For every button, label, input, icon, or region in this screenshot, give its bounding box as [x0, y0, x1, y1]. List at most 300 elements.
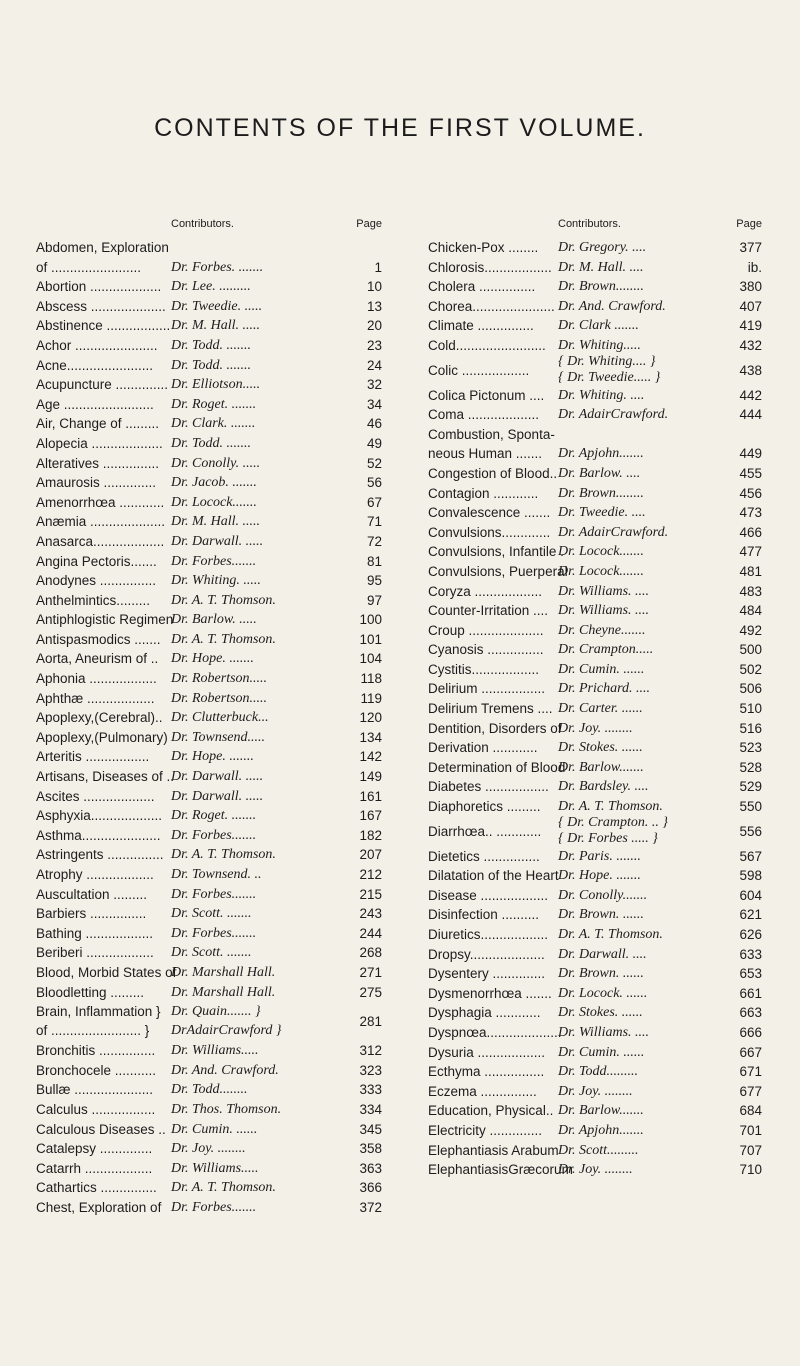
- entry-term: Blood, Morbid States of: [36, 964, 177, 980]
- entry-term: neous Human .......: [428, 446, 543, 462]
- entry-contributor: Dr. Hope. .......: [171, 651, 254, 667]
- entry-row: [36, 375, 384, 395]
- entry-term: Brain, Inflammation }: [36, 1004, 161, 1020]
- entry-term: Beriberi ..................: [36, 945, 154, 961]
- entry-contributor: Dr. Whiting. .....: [171, 573, 261, 589]
- entry-page: 483: [739, 583, 762, 599]
- entry-row: [428, 1101, 764, 1121]
- column-header: [428, 218, 764, 238]
- entry-contributor: Dr. Brown. ......: [558, 907, 644, 923]
- entry-contributor: Dr. Forbes.......: [171, 886, 257, 902]
- entry-page: 24: [366, 357, 382, 373]
- page-heading: Page: [736, 218, 762, 230]
- entry-row: [428, 984, 764, 1004]
- entry-row: [428, 405, 764, 425]
- entry-row: [428, 699, 764, 719]
- entry-term: Anthelmintics.........: [36, 592, 151, 608]
- entry-term: Convulsions.............: [428, 524, 551, 540]
- entry-contributor: Dr. AdairCrawford.: [558, 524, 669, 540]
- entry-row: [428, 758, 764, 778]
- entry-term: Disinfection ..........: [428, 907, 540, 923]
- entry-row: [36, 356, 384, 376]
- entry-term: Catarrh ..................: [36, 1160, 153, 1176]
- entry-contributor: Dr. Cumin. ......: [558, 661, 645, 677]
- entry-page: 442: [739, 387, 762, 403]
- entry-page: ib.: [747, 259, 762, 275]
- entry-page: 484: [739, 603, 762, 619]
- entry-contributor: Dr. Williams.....: [171, 1043, 259, 1059]
- entry-term: Antiphlogistic Regimen: [36, 612, 174, 628]
- entry-row: [36, 493, 384, 513]
- entry-page: 567: [739, 848, 762, 864]
- entry-row: [36, 728, 384, 748]
- entry-contributor: Dr. Forbes.......: [171, 553, 257, 569]
- entry-term: Elephantiasis Arabum: [428, 1142, 559, 1158]
- entry-term: Education, Physical..: [428, 1103, 554, 1119]
- entry-contributor: Dr. Townsend.....: [171, 729, 266, 745]
- entry-page: 95: [366, 573, 382, 589]
- entry-contributor: Dr. Todd. .......: [171, 357, 252, 373]
- entry-row: [428, 425, 764, 445]
- entry-row: [428, 814, 764, 847]
- entry-contributor: { Dr. Whiting.... }: [558, 353, 656, 369]
- entry-page: 167: [359, 808, 382, 824]
- entry-row: [36, 885, 384, 905]
- contents-column-left: [36, 218, 384, 1218]
- entry-contributor: Dr. Todd. .......: [171, 435, 252, 451]
- entry-contributor: Dr. Cumin. ......: [171, 1121, 258, 1137]
- entry-contributor: Dr. Hope. .......: [558, 868, 641, 884]
- entry-term: Convulsions, Infantile .: [428, 544, 564, 560]
- entry-contributor: Dr. Darwall. .....: [171, 788, 264, 804]
- entry-page: 684: [739, 1103, 762, 1119]
- entry-contributor: Dr. Todd.........: [558, 1064, 639, 1080]
- entry-contributor: { Dr. Tweedie..... }: [558, 369, 661, 385]
- entry-term: Abstinence .................: [36, 318, 171, 334]
- entry-page: 661: [739, 985, 762, 1001]
- entry-page: 34: [366, 396, 382, 412]
- entry-row: [428, 945, 764, 965]
- entry-page: 653: [739, 966, 762, 982]
- entry-contributor: Dr. Williams. ....: [558, 1024, 650, 1040]
- entry-row: [36, 610, 384, 630]
- entry-contributor: Dr. Locock. ......: [558, 985, 648, 1001]
- entry-contributor: Dr. Locock.......: [558, 563, 644, 579]
- entry-page: 604: [739, 887, 762, 903]
- entry-page: 142: [359, 749, 382, 765]
- entry-row: [428, 1121, 764, 1141]
- entry-page: 372: [359, 1199, 382, 1215]
- entry-row: [428, 925, 764, 945]
- entry-term: Amenorrhœa ............: [36, 494, 165, 510]
- entry-contributor: Dr. Bardsley. ....: [558, 779, 649, 795]
- entry-page: 100: [359, 612, 382, 628]
- entry-term: Diabetes .................: [428, 779, 549, 795]
- entry-term: Coryza ..................: [428, 583, 543, 599]
- entry-contributor: Dr. Prichard. ....: [558, 681, 651, 697]
- entry-row: [428, 353, 764, 386]
- entry-term: ElephantiasisGræcorum: [428, 1162, 573, 1178]
- entry-row: [428, 886, 764, 906]
- entry-row: [428, 601, 764, 621]
- entry-row: [36, 395, 384, 415]
- entry-contributor: Dr. Whiting.....: [558, 337, 641, 353]
- entry-contributor: Dr. M. Hall. .....: [171, 318, 261, 334]
- entry-row: [36, 434, 384, 454]
- entry-contributor: Dr. Brown........: [558, 485, 644, 501]
- entry-contributor: Dr. Williams. ....: [558, 583, 650, 599]
- entry-row: [428, 1023, 764, 1043]
- entry-contributor: Dr. And. Crawford.: [558, 298, 666, 314]
- entry-row: [36, 943, 384, 963]
- entry-page: 671: [739, 1064, 762, 1080]
- entry-row: [36, 747, 384, 767]
- entry-row: [428, 484, 764, 504]
- entry-term: Ecthyma ................: [428, 1064, 545, 1080]
- entry-contributor: Dr. Conolly. .....: [171, 455, 261, 471]
- entry-row: [36, 571, 384, 591]
- entry-row: [428, 777, 764, 797]
- entry-page: 506: [739, 681, 762, 697]
- entry-contributor: Dr. Stokes. ......: [558, 1005, 643, 1021]
- entry-term: Asthma.....................: [36, 827, 161, 843]
- entry-contributor: Dr. A. T. Thomson.: [171, 592, 276, 608]
- entry-page: 212: [359, 867, 382, 882]
- entry-contributor: Dr. Jacob. .......: [171, 475, 257, 491]
- entry-contributor: Dr. Barlow.......: [558, 759, 644, 775]
- entry-page: 444: [739, 407, 762, 423]
- entry-contributor: Dr. Darwall. ....: [558, 946, 647, 962]
- entry-term: Aorta, Aneurism of ..: [36, 651, 159, 667]
- entry-term: Delirium .................: [428, 681, 546, 697]
- entry-page: 556: [739, 823, 762, 839]
- entry-row: [428, 562, 764, 582]
- entry-row: [428, 719, 764, 739]
- entry-row: [36, 258, 384, 278]
- entry-term: Achor ......................: [36, 337, 158, 353]
- entry-row: [36, 1100, 384, 1120]
- entry-page: 481: [739, 563, 762, 579]
- entry-term: Atrophy ..................: [36, 867, 154, 882]
- entry-term: Calculus .................: [36, 1101, 156, 1117]
- entry-term: Cyanosis ...............: [428, 642, 544, 658]
- entry-page: 523: [739, 740, 762, 756]
- entry-row: [36, 1139, 384, 1159]
- entry-page: 477: [739, 544, 762, 560]
- entry-row: [36, 1198, 384, 1218]
- entry-contributor: Dr. A. T. Thomson.: [558, 799, 663, 815]
- entry-page: 10: [366, 279, 382, 295]
- entry-term: Counter-Irritation ....: [428, 603, 549, 619]
- entry-page: 13: [366, 298, 382, 314]
- entry-row: [36, 630, 384, 650]
- entry-term: Disease ..................: [428, 887, 549, 903]
- entry-page: 161: [359, 788, 382, 804]
- entry-term: Combustion, Sponta-: [428, 426, 555, 442]
- entry-row: [428, 1160, 764, 1180]
- entry-term: Alopecia ...................: [36, 435, 163, 451]
- entry-row: [36, 1178, 384, 1198]
- entry-row: [36, 316, 384, 336]
- entry-row: [36, 767, 384, 787]
- entry-contributor: Dr. A. T. Thomson.: [558, 927, 663, 942]
- entry-term: Anodynes ...............: [36, 573, 157, 589]
- entry-term: Aphonia ..................: [36, 671, 157, 687]
- entry-contributor: Dr. Locock.......: [558, 544, 644, 560]
- entry-row: [428, 1082, 764, 1102]
- entry-term: Age ........................: [36, 396, 154, 412]
- entry-row: [428, 542, 764, 562]
- entry-term: Astringents ...............: [36, 847, 164, 863]
- entry-page: 438: [739, 362, 762, 378]
- entry-contributor: DrAdairCrawford }: [171, 1023, 282, 1039]
- entry-page: 529: [739, 779, 762, 795]
- entry-page: 49: [366, 435, 382, 451]
- entry-term: Angina Pectoris.......: [36, 553, 157, 569]
- entry-contributor: Dr. Whiting. ....: [558, 387, 645, 403]
- entry-contributor: Dr. Darwall. .....: [171, 533, 264, 549]
- entry-term: Bronchocele ...........: [36, 1062, 157, 1078]
- entry-page: 312: [359, 1043, 382, 1059]
- entry-row: [36, 336, 384, 356]
- entry-term: Delirium Tremens ....: [428, 701, 553, 717]
- entry-page: 449: [739, 446, 762, 462]
- entry-contributor: Dr. M. Hall. ....: [558, 259, 644, 275]
- entry-term: Acupuncture ..............: [36, 377, 169, 393]
- entry-contributor: Dr. Marshall Hall.: [171, 984, 276, 1000]
- entry-contributor: Dr. Lee. .........: [171, 279, 251, 295]
- entry-row: [36, 414, 384, 434]
- entry-contributor: Dr. Forbes. .......: [171, 259, 264, 275]
- entry-term: Chorea......................: [428, 298, 555, 314]
- column-header: [36, 218, 384, 238]
- entry-term: of ........................ }: [36, 1023, 150, 1039]
- entry-term: Anasarca...................: [36, 533, 165, 549]
- entry-page: 333: [359, 1082, 382, 1098]
- entry-term: Dysentery ..............: [428, 966, 546, 982]
- entry-page: 666: [739, 1024, 762, 1040]
- entry-page: 466: [739, 524, 762, 540]
- entry-page: 56: [366, 475, 382, 491]
- entry-contributor: Dr. Darwall. .....: [171, 769, 264, 785]
- entry-page: 244: [359, 925, 382, 941]
- entry-page: 345: [359, 1121, 382, 1137]
- entry-term: Diuretics..................: [428, 927, 549, 942]
- entry-row: [36, 983, 384, 1003]
- entry-term: Dysuria ..................: [428, 1044, 546, 1060]
- entry-row: [428, 621, 764, 641]
- entry-contributor: Dr. Todd. .......: [171, 337, 252, 353]
- entry-row: [36, 669, 384, 689]
- entry-row: [36, 297, 384, 317]
- entry-page: 323: [359, 1062, 382, 1078]
- entry-contributor: Dr. Barlow. ....: [558, 465, 641, 481]
- entry-page: 633: [739, 946, 762, 962]
- entry-term: Derivation ............: [428, 740, 538, 756]
- entry-page: 67: [366, 494, 382, 510]
- entry-row: [428, 640, 764, 660]
- entry-contributor: Dr. Scott. .......: [171, 945, 252, 961]
- entry-term: Colica Pictonum ....: [428, 387, 545, 403]
- entry-page: 243: [359, 906, 382, 922]
- entry-page: 516: [739, 720, 762, 736]
- entry-term: Air, Change of .........: [36, 416, 160, 432]
- entry-page: 120: [359, 710, 382, 726]
- entry-page: 473: [739, 505, 762, 521]
- entry-term: Auscultation .........: [36, 886, 148, 902]
- page-heading: Page: [356, 218, 382, 230]
- entry-contributor: Dr. Cheyne.......: [558, 622, 646, 638]
- entry-row: [428, 582, 764, 602]
- entry-row: [36, 806, 384, 826]
- entry-page: 23: [366, 337, 382, 353]
- entry-row: [428, 866, 764, 886]
- entry-page: 550: [739, 799, 762, 815]
- entry-row: [36, 689, 384, 709]
- entry-term: Aphthæ ..................: [36, 690, 155, 706]
- entry-row: [36, 1002, 384, 1041]
- entry-term: Electricity ..............: [428, 1122, 543, 1138]
- entry-page: 363: [359, 1160, 382, 1176]
- entry-term: Amaurosis ..............: [36, 475, 157, 491]
- entry-page: 358: [359, 1141, 382, 1157]
- entry-contributor: Dr. Tweedie. .....: [171, 298, 263, 314]
- entry-page: 707: [739, 1142, 762, 1158]
- entry-row: [428, 297, 764, 317]
- contents-column-right: [428, 218, 764, 1180]
- entry-term: Anæmia ....................: [36, 514, 166, 530]
- entry-contributor: { Dr. Crampton. .. }: [558, 814, 668, 830]
- entry-row: [36, 454, 384, 474]
- entry-contributor: Dr. Clark .......: [558, 318, 639, 334]
- entry-row: [428, 238, 764, 258]
- entry-contributor: Dr. Hope. .......: [171, 749, 254, 765]
- entry-term: Dilatation of the Heart: [428, 868, 559, 884]
- entry-contributor: Dr. Joy. ........: [171, 1141, 246, 1157]
- entry-contributor: Dr. Brown........: [558, 279, 644, 295]
- entry-contributor: Dr. Gregory. ....: [558, 240, 647, 255]
- entry-term: Chlorosis..................: [428, 259, 552, 275]
- entry-term: Cholera ...............: [428, 279, 536, 295]
- entry-term: Cold........................: [428, 337, 546, 353]
- entry-term: Ascites ...................: [36, 788, 155, 804]
- entry-page: 275: [359, 984, 382, 1000]
- entry-term: Bloodletting .........: [36, 984, 145, 1000]
- entry-page: 32: [366, 377, 382, 393]
- entry-page: 215: [359, 886, 382, 902]
- entry-page: 101: [359, 631, 382, 647]
- entry-row: [36, 238, 384, 258]
- entry-contributor: Dr. And. Crawford.: [171, 1062, 279, 1078]
- entry-contributor: Dr. Scott. .......: [171, 906, 252, 922]
- entry-page: 119: [360, 690, 382, 706]
- entry-page: 1: [374, 259, 382, 275]
- entry-row: [36, 708, 384, 728]
- entry-contributor: Dr. M. Hall. .....: [171, 514, 261, 530]
- entry-term: Acne.......................: [36, 357, 154, 373]
- entry-contributor: Dr. Joy. ........: [558, 720, 633, 736]
- entry-page: 20: [366, 318, 382, 334]
- entry-page: 626: [739, 927, 762, 942]
- entry-page: 455: [739, 465, 762, 481]
- entry-page: 432: [739, 337, 762, 353]
- entry-term: Cystitis..................: [428, 661, 540, 677]
- entry-contributor: Dr. A. T. Thomson.: [171, 847, 276, 863]
- entry-term: Artisans, Diseases of ..: [36, 769, 175, 785]
- entry-term: Barbiers ...............: [36, 906, 147, 922]
- entry-term: Diarrhœa.. ............: [428, 823, 542, 839]
- entry-contributor: Dr. Thos. Thomson.: [171, 1101, 282, 1117]
- entry-row: [36, 473, 384, 493]
- entry-page: 46: [366, 416, 382, 432]
- entry-term: Dysphagia ............: [428, 1005, 541, 1021]
- entry-contributor: Dr. Clark. .......: [171, 416, 256, 432]
- entry-contributor: Dr. Barlow.......: [558, 1103, 644, 1119]
- entry-page: 510: [739, 701, 762, 717]
- entry-term: Convulsions, Puerperal: [428, 563, 568, 579]
- entry-contributor: Dr. Elliotson.....: [171, 377, 261, 393]
- entry-page: 207: [359, 847, 382, 863]
- entry-row: [428, 1141, 764, 1161]
- entry-term: Dropsy....................: [428, 946, 545, 962]
- entry-row: [428, 660, 764, 680]
- entry-page: 81: [366, 553, 382, 569]
- entry-page: 72: [366, 533, 382, 549]
- entry-row: [428, 1043, 764, 1063]
- entry-row: [36, 552, 384, 572]
- entry-page: 407: [739, 298, 762, 314]
- entry-page: 104: [359, 651, 382, 667]
- entry-term: Abortion ...................: [36, 279, 162, 295]
- entry-page: 500: [739, 642, 762, 658]
- entry-row: [428, 464, 764, 484]
- entry-contributor: Dr. AdairCrawford.: [558, 407, 669, 423]
- entry-term: Bathing ..................: [36, 925, 154, 941]
- entry-page: 52: [366, 455, 382, 471]
- entry-contributor: Dr. Townsend. ..: [171, 867, 262, 882]
- entry-row: [36, 826, 384, 846]
- entry-page: 701: [739, 1122, 762, 1138]
- entry-contributor: Dr. A. T. Thomson.: [171, 1180, 276, 1196]
- entry-contributor: Dr. Joy. ........: [558, 1162, 633, 1178]
- entry-term: of ........................: [36, 259, 142, 275]
- entry-contributor: Dr. Joy. ........: [558, 1083, 633, 1099]
- entry-page: 377: [739, 240, 762, 255]
- entry-row: [36, 1041, 384, 1061]
- entry-contributor: Dr. Paris. .......: [558, 848, 641, 864]
- entry-row: [428, 847, 764, 867]
- entry-page: 528: [739, 759, 762, 775]
- entry-row: [36, 845, 384, 865]
- entry-contributor: Dr. Forbes.......: [171, 925, 257, 941]
- entry-contributor: Dr. Apjohn.......: [558, 1122, 644, 1138]
- entry-row: [36, 1159, 384, 1179]
- entry-row: [36, 963, 384, 983]
- entry-term: Coma ...................: [428, 407, 540, 423]
- entry-term: Croup ....................: [428, 622, 544, 638]
- entry-contributor: Dr. Stokes. ......: [558, 740, 643, 756]
- entry-row: [36, 1120, 384, 1140]
- entry-page: 419: [739, 318, 762, 334]
- entry-row: [428, 444, 764, 464]
- entry-term: Bronchitis ...............: [36, 1043, 156, 1059]
- entry-page: 271: [359, 964, 382, 980]
- entry-contributor: Dr. Apjohn.......: [558, 446, 644, 462]
- entry-term: Cathartics ...............: [36, 1180, 157, 1196]
- entry-term: Calculous Diseases ..: [36, 1121, 166, 1137]
- entry-row: [428, 1003, 764, 1023]
- entry-row: [36, 904, 384, 924]
